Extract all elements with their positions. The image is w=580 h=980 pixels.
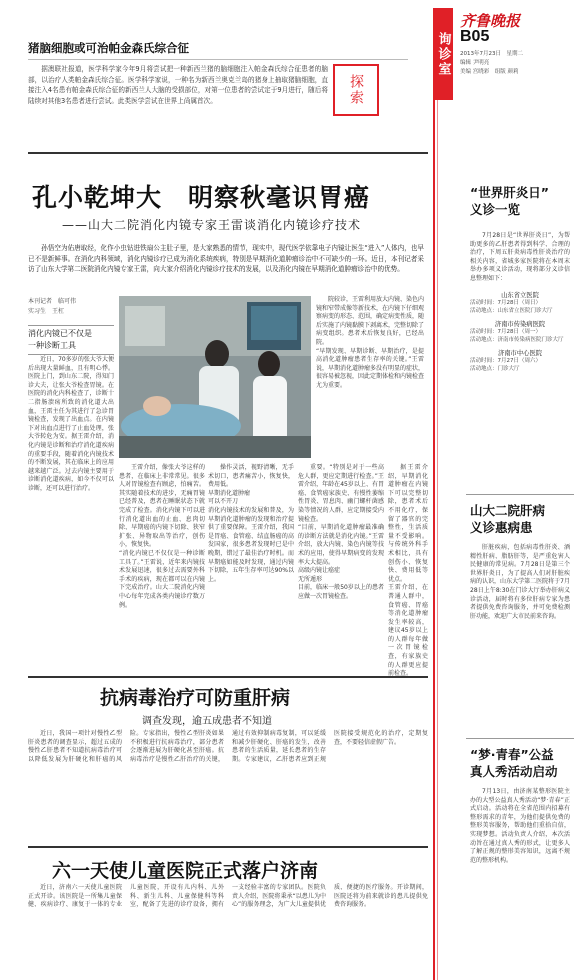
virus-subtitle: 调查发现，逾五成患者不知道 [142, 716, 272, 727]
explore-body: 据澳联社报道，医学科学家今年9月将尝试把一种新西兰猪的脑细胞注入帕金森氏综合征患者的脑部，以治疗人类帕金森氏综合征。医学科学家说，一种名为新西兰奥克兰岛的猪身上抽取猪脑细胞，直接注入4名患有帕金森氏综合征的新西兰人大脑的受损部位，对第一位患者的尝试定于9月进行，随后将陆续对其他3名患者进行尝试。此类医学尝试在世界上尚属首次。 [28, 65, 328, 105]
byline: 本刊记者 临可伟 实习生 王杠 [28, 298, 77, 315]
side-stripe [437, 100, 438, 980]
explore-label: 探索 [348, 74, 364, 106]
event-item [470, 319, 570, 344]
event-item [470, 348, 570, 373]
page-number: B05 [460, 28, 490, 45]
article-col-3: 操作灵活，视野清晰，无手术切口，患者痛苦小，恢复快，费用低。 早期消化道肿瘤 可以不开刀 消化内镜技术的发展和普及，为早期消化道肿瘤的发现和治疗提供了重要保障。王雷介绍，我国是胃癌、食管癌、结直肠癌的高发国家，很多患者发现时已是中晚期，错过了最佳治疗时机。而早期癌如能及时发现，通过内镜下切除，五年生存率可达90%以上。 [208, 464, 294, 583]
editor: 编辑 尹明亮 [460, 60, 490, 66]
event-detail: 活动时间：7月28日（周日） 活动地点：山东省立医院门诊大厅 [470, 300, 553, 314]
event-detail: 活动时间：7月28日（周一） 活动地点：济南市传染病医院门诊大厅 [470, 329, 564, 343]
divider [28, 676, 428, 678]
divider [466, 494, 574, 495]
dream-body: 7月13日，由济南某整形医院主办的大型公益真人秀活动“梦·青春”正式启动。活动将在全省范围内招募有整形需求的青年，为他们提供免费的整形美容服务，帮助他们重拾自信，实现梦想。活动负责人介绍，本次活动旨在通过真人秀的形式，让更多人了解正规的整形美容知识，远离不规范的整形机构。 [470, 788, 570, 864]
dream-headline: “梦·青春”公益 真人秀活动启动 [470, 747, 558, 779]
divider [28, 59, 408, 60]
section-tab [433, 8, 453, 100]
main-subtitle: ——山大二院消化内镜专家王雷谈消化内镜诊疗技术 [62, 218, 362, 232]
children-body: 近日，济南六一天使儿童医院正式开诊。该医院是一所集儿童保健、疾病诊疗、康复于一体的专业儿童医院，开设有儿内科、儿外科、新生儿科、儿童保健科等科室，配备了先进的诊疗设备，拥有一支经验丰富的专家团队。医院负责人介绍，医院将秉承“以患儿为中心”的服务理念，为广大儿童提供优质、便捷的医疗服务。开诊期间，医院还将为前来就诊的患儿提供免费咨询服务。 [28, 884, 428, 909]
hepatitis-headline: “世界肝炎日” 义诊一览 [470, 185, 549, 217]
event-hospital: 山东省立医院 [501, 292, 539, 299]
side-stripe [433, 100, 435, 980]
sd2-headline: 山大二院肝病 义诊惠病患 [470, 503, 546, 535]
event-detail: 活动时间：7月27日（周六） 活动地点：门诊大厅 [470, 358, 541, 372]
main-headline: 孔小乾坤大 明察秋毫识胃癌 [32, 183, 371, 212]
sd2-body: 肝脏疾病，包括病毒性肝炎、酒精性肝病、脂肪肝等，是严重危害人民健康的常见病。7月28日是第三个世界肝炎日，为了提高人们对肝脏疾病的认识，山东大学第二医院将于7月28日上午8:30在门诊大厅举办肝病义诊活动，届时将有多位肝病专家为患者提供免费咨询服务，并可免费检测肝功能，欢迎广大市民前来咨询。 [470, 544, 570, 620]
article-col-4: 重要。“特别是对于一些高危人群，更应定期进行检查。”王雷介绍，年龄在45岁以上、有胃癌、食管癌家族史、有慢性萎缩性胃炎、胃息肉、幽门螺杆菌感染等情况的人群，应定期接受内镜检查。 “目前，早期消化道肿瘤最准确的诊断方法就是消化内镜。”王雷介绍，放大内镜、染色内镜等技术的应用，使得早期病变的发现率大大提高。 高级内镜让癌症 无所遁形 目前，临床一般50岁以上的患者应做一次胃镜检查。 [298, 464, 384, 600]
subhead-1: 消化内镜已不仅是 一种诊断工具 [28, 325, 114, 355]
article-col-6: 据王雷介绍，早期消化道肿瘤在内镜下可以完整切除，患者术后不用化疗，保留了器官的完整性，生活质量不受影响。与传统外科手术相比，具有创伤小、恢复快、费用低等优点。 王雷介绍，在普通人群中，食管癌、胃癌等消化道肿瘤发生率较高，建议45岁以上的人群每年做一次胃镜检查，有家族史的人群更应提前检查。 [388, 464, 428, 678]
hepatitis-intro: 7月28日是“世界肝炎日”，为帮助更多的乙肝患者得到科学、合理的治疗，下周五肝炎病毒性肝炎治疗的相关内容，省城多家医院将在本周末举办多项义诊活动，现将部分义诊信息整理如下： [470, 232, 570, 282]
event-item [470, 290, 570, 315]
hepatitis-events [470, 290, 570, 377]
section-label: 询诊室 [435, 31, 451, 77]
photo-illustration [119, 296, 311, 458]
logo: 齐鲁晚报 [460, 12, 521, 30]
explore-label-box [333, 64, 379, 116]
virus-headline: 抗病毒治疗可防重肝病 [100, 687, 291, 709]
children-headline: 六一天使儿童医院正式落户济南 [52, 860, 319, 882]
lede: 孙悟空为佑唐取经，化作小虫钻进铁扇公主肚子里，是大家熟悉的情节，现实中，现代医学依靠电子内镜让医生“进入”人体内，也早已不是新鲜事。在消化内科领域，消化内镜诊疗已成为消化系统疾病，特别是早期消化道肿瘤诊治中不可缺少的一环。近日，本刊记者采访了山东大学第二医院消化内镜专家王雷，向大家介绍消化内镜诊疗技术的发展，以及消化内镜在早期消化道肿瘤诊治中的优势。 [28, 244, 424, 273]
explore-title: 猪脑细胞或可治帕金森氏综合征 [28, 41, 189, 55]
article-col-5: 院较诊，王雷利用放大内镜、染色内镜和窄带成像等新技术，在内镜下仔细观察病变的形态、范围，确定病变性质，随后实施了内镜黏膜下剥离术，完整切除了病变组织。患者术后恢复良好，已经出院。 “早期发现、早期诊断、早期治疗，是提高消化道肿瘤患者生存率的关键。”王雷说，早期消化道肿瘤多没有明显的症状，很容易被忽视，因此定期体检和内镜检查尤为重要。 [316, 296, 425, 389]
designer: 美编 宫晓彩 组版 颜莉 [460, 69, 519, 75]
divider [466, 738, 574, 739]
event-hospital: 济南市中心医院 [497, 350, 543, 357]
virus-body: 近日，我国一项针对慢性乙型肝炎患者的调查显示，超过五成的慢性乙肝患者不知道抗病毒治疗可以降低发展为肝硬化和肝癌的风险。专家指出，慢性乙型肝炎如果不积极进行抗病毒治疗，部分患者会逐渐进展为肝硬化甚至肝癌。抗病毒治疗是慢性乙肝治疗的关键，通过有效抑制病毒复制，可以延缓和减少肝硬化、肝癌的发生，改善患者的生活质量，延长患者的生存期。专家建议，乙肝患者应到正规医院接受规范化的治疗，定期复查，不要轻信虚假广告。 [28, 730, 428, 763]
divider [28, 152, 428, 154]
article-col-1: 近日，70多岁的张大爷大便后出现大量鲜血，且有明心悸。医院上门，到山东二院，得知门诊大夫，让张大爷检查胃镜。在医院的消化内科检查了，诊断十二指肠溃疡所致的消化道大出血，王雷主任为其进行了急诊胃镜检查，发现了出血点。在内镜下对出血点进行了止血处理，张大爷转危为安。据王雷介绍，消化内镜是诊断和治疗消化道疾病的重要手段，随着消化内镜技术的不断发展，其在临床上的应用越来越广泛。过去内镜主要用于诊断消化道疾病，如今不仅可以诊断，还可以进行治疗。 [28, 356, 114, 492]
article-col-2: 王雷介绍，像张大爷这样的患者，在临床上非常常见。很多人对胃镜检查有顾虑，怕痛苦。其实随着技术的进步，无痛胃镜已经普及，患者在睡眠状态下就完成了检查。消化内镜下可以进行消化道出血的止血、息肉切除、早期癌的内镜下切除、狭窄扩张、异物取出等治疗，创伤小，恢复快。 “消化内镜已不仅仅是一种诊断工具了。”王雷说，近年来内镜技术发展迅速，很多过去需要外科手术的疾病，现在都可以在内镜下完成治疗。山大二院消化内镜中心每年完成各类内镜诊疗数万例。 [119, 464, 205, 609]
divider [28, 846, 428, 848]
issue-date: 2013年7月23日 星期二 [460, 51, 523, 57]
endoscopy-photo [119, 296, 311, 458]
event-hospital: 济南市传染病医院 [494, 321, 546, 328]
